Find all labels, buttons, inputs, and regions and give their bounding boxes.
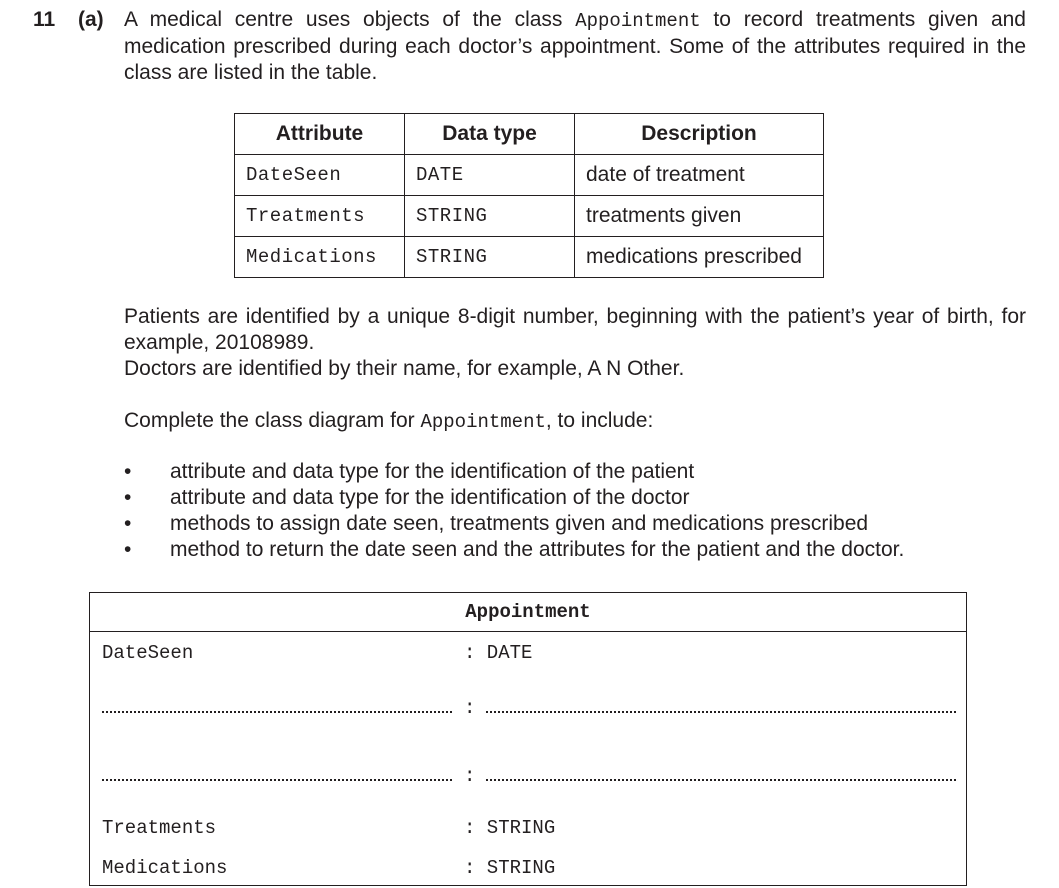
cell-type: STRING bbox=[405, 196, 575, 237]
cell-type: DATE bbox=[405, 155, 575, 196]
intro-text-2: to record treatments given and medication prescribed during each doctor’s appointment. Some of the attributes required in the class are listed in the table. bbox=[124, 8, 1026, 84]
class-attribute-name: DateSeen bbox=[102, 642, 194, 664]
question-part: (a) bbox=[78, 8, 104, 31]
intro-text-1: A medical centre uses objects of the class bbox=[124, 8, 576, 31]
class-attribute-name: Medications bbox=[102, 857, 228, 879]
bullet-icon: • bbox=[124, 538, 132, 561]
complete-class-name: Appointment bbox=[420, 411, 546, 433]
class-diagram bbox=[89, 592, 967, 886]
class-attribute-name: Treatments bbox=[102, 817, 217, 839]
bullet-text: attribute and data type for the identification of the patient bbox=[170, 460, 695, 483]
header-attribute: Attribute bbox=[235, 114, 405, 155]
list-item bbox=[124, 459, 904, 485]
cell-attribute: Treatments bbox=[235, 196, 405, 237]
attribute-table-header bbox=[235, 114, 824, 155]
table-row bbox=[235, 237, 824, 278]
answer-line-name[interactable] bbox=[102, 711, 452, 713]
class-attribute-type: : DATE bbox=[464, 642, 533, 664]
list-item bbox=[124, 537, 904, 563]
doctors-text: Doctors are identified by their name, for example, A N Other. bbox=[124, 357, 685, 380]
class-attribute-type: : STRING bbox=[464, 857, 556, 879]
table-row bbox=[235, 155, 824, 196]
cell-description: medications prescribed bbox=[575, 237, 824, 278]
answer-line-name[interactable] bbox=[102, 779, 452, 781]
class-attribute-type: : STRING bbox=[464, 817, 556, 839]
header-description: Description bbox=[575, 114, 824, 155]
bullet-text: method to return the date seen and the attributes for the patient and the doctor. bbox=[170, 538, 905, 561]
bullet-icon: • bbox=[124, 512, 132, 535]
bullet-icon: • bbox=[124, 486, 132, 509]
bullet-text: methods to assign date seen, treatments given and medications prescribed bbox=[170, 512, 869, 535]
complete-text-1: Complete the class diagram for bbox=[124, 409, 421, 432]
intro-class-name: Appointment bbox=[575, 10, 701, 32]
answer-line-type[interactable] bbox=[486, 779, 956, 781]
class-colon: : bbox=[464, 697, 476, 719]
question-number: 11 bbox=[33, 8, 56, 31]
header-data-type: Data type bbox=[405, 114, 575, 155]
bullet-text: attribute and data type for the identification of the doctor bbox=[170, 486, 690, 509]
complete-text-2: , to include: bbox=[545, 409, 654, 432]
attribute-table bbox=[234, 113, 824, 278]
complete-instruction bbox=[124, 408, 1026, 435]
list-item bbox=[124, 511, 904, 537]
bullet-list bbox=[124, 459, 904, 563]
cell-description: date of treatment bbox=[575, 155, 824, 196]
cell-description: treatments given bbox=[575, 196, 824, 237]
question-intro bbox=[124, 7, 1026, 86]
list-item bbox=[124, 485, 904, 511]
class-colon: : bbox=[464, 765, 476, 787]
class-diagram-title: Appointment bbox=[90, 593, 966, 632]
patients-text: Patients are identified by a unique 8-digit number, beginning with the patient’s year of birth, for example, 20108989. bbox=[124, 305, 1026, 354]
cell-type: STRING bbox=[405, 237, 575, 278]
cell-attribute: DateSeen bbox=[235, 155, 405, 196]
cell-attribute: Medications bbox=[235, 237, 405, 278]
bullet-icon: • bbox=[124, 460, 132, 483]
table-row bbox=[235, 196, 824, 237]
answer-line-type[interactable] bbox=[486, 711, 956, 713]
